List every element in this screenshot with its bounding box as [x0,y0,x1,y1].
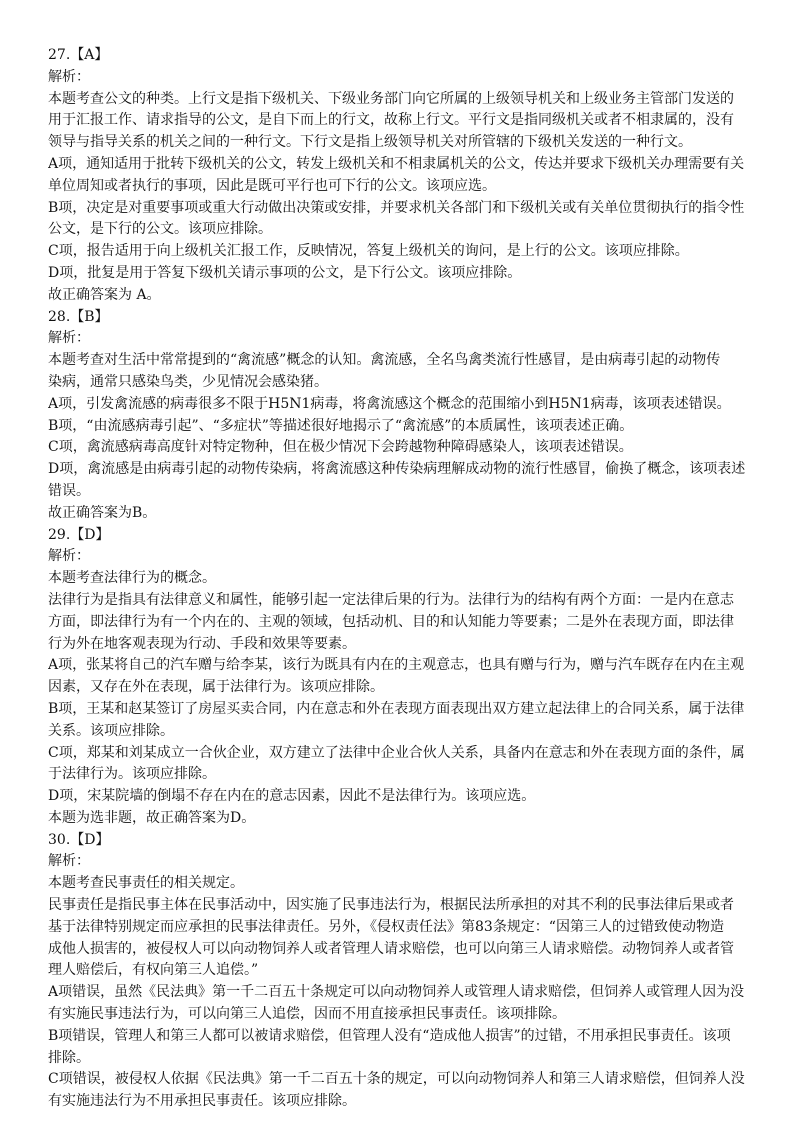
text-line: 单位周知或者执行的事项，因此是既可平行也可下行的公文。该项应选。 [48,177,496,194]
text-line: A项，通知适用于批转下级机关的公文，转发上级机关和不相隶属机关的公文，传达并要求下级机关办理需要有关 [48,155,745,172]
text-line: 理人赔偿后，有权向第三人追偿。” [48,962,259,979]
question-block [48,307,773,525]
text-line: B项错误，管理人和第三人都可以被请求赔偿，但管理人没有“造成他人损害”的过错，不用承担民事责任。该项 [48,1027,731,1044]
text-line: 染病，通常只感染鸟类，少见情况会感染猪。 [48,373,328,390]
text-line: 民事责任是指民事主体在民事活动中，因实施了民事违法行为，根据民法所承担的对其不利的民事法律后果或者 [48,897,734,914]
text-line: 解析： [48,330,90,347]
text-line: 解析： [48,853,90,870]
question-answer-heading: 30.【D】 [48,831,110,848]
question-block [48,45,773,307]
text-line: 解析： [48,548,90,565]
question-answer-heading: 27.【A】 [48,47,109,63]
text-line: B项，“由流感病毒引起”、“多症状”等描述很好地揭示了“禽流感”的本质属性，该项表述正确。 [48,417,634,434]
text-line: D项，宋某院墙的倒塌不存在内在的意志因素，因此不是法律行为。该项应选。 [48,788,536,805]
text-line: A项错误，虽然《民法典》第一千二百五十条规定可以向动物饲养人或管理人请求赔偿，但饲养人或管理人因为没 [48,984,745,1001]
text-line: C项，郑某和刘某成立一合伙企业，双方建立了法律中企业合伙人关系，具备内在意志和外在表现方面的条件，属 [48,744,745,761]
text-line: 成他人损害的，被侵权人可以向动物饲养人或者管理人请求赔偿，也可以向第三人请求赔偿。动物饲养人或者管 [48,940,734,957]
text-line: A项，张某将自己的汽车赠与给李某，该行为既具有内在的主观意志，也具有赠与行为，赠与汽车既存在内在主观 [48,657,745,674]
text-line: B项，王某和赵某签订了房屋买卖合同，内在意志和外在表现方面表现出双方建立起法律上的合同关系，属于法律 [48,700,745,717]
text-line: C项，报告适用于向上级机关汇报工作，反映情况，答复上级机关的询问，是上行的公文。该项应排除。 [48,243,689,260]
text-line: 公文，是下行的公文。该项应排除。 [48,221,272,238]
text-line: 方面，即法律行为有一个内在的、主观的领域，包括动机、目的和认知能力等要素；二是外在表现方面，即法律 [48,613,734,630]
text-line: 用于汇报工作、请求指导的公文，是自下而上的行文，故称上行文。平行文是指同级机关或者不相隶属的，没有 [48,112,734,129]
text-line: 本题考查公文的种类。上行文是指下级机关、下级业务部门向它所属的上级领导机关和上级业务主管部门发送的 [48,90,734,107]
text-line: 法律行为是指具有法律意义和属性，能够引起一定法律后果的行为。法律行为的结构有两个方面：一是内在意志 [48,591,734,608]
text-line: C项，禽流感病毒高度针对特定物种，但在极少情况下会跨越物种障碍感染人，该项表述错误。 [48,439,633,456]
text-line: 故正确答案为 A。 [48,286,161,303]
text-line: A项，引发禽流感的病毒很多不限于H5N1病毒，将禽流感这个概念的范围缩小到H5N1病毒，该项表述错误。 [48,395,731,412]
text-line: 错误。 [48,482,90,499]
text-line: 领导与指导关系的机关之间的一种行文。下行文是指上级领导机关对所管辖的下级机关发送的一种行文。 [48,134,692,151]
text-line: 基于法律特别规定而应承担的民事法律责任。另外，《侵权责任法》第83条规定：“因第三人的过错致使动物造 [48,918,724,935]
text-line: 故正确答案为B。 [48,504,157,521]
text-line: 行为外在地客观表现为行动、手段和效果等要素。 [48,635,356,652]
text-line: D项，批复是用于答复下级机关请示事项的公文，是下行公文。该项应排除。 [48,264,522,281]
text-line: B项，决定是对重要事项或重大行动做出决策或安排，并要求机关各部门和下级机关或有关单位贯彻执行的指令性 [48,199,745,216]
text-line: 排除。 [48,1049,90,1066]
text-line: D项，禽流感是由病毒引起的动物传染病，将禽流感这种传染病理解成动物的流行性感冒，偷换了概念，该项表述 [48,461,746,478]
question-block [48,525,773,830]
question-answer-heading: 29.【D】 [48,526,110,543]
text-line: 有实施违法行为不用承担民事责任。该项应排除。 [48,1093,356,1110]
question-answer-heading: 28.【B】 [48,308,109,325]
answer-explanations [48,45,773,1113]
question-block [48,830,773,1113]
text-line: 本题考查法律行为的概念。 [48,570,216,587]
text-line: 于法律行为。该项应排除。 [48,766,216,783]
text-line: 本题考查对生活中常常提到的“禽流感”概念的认知。禽流感，全名鸟禽类流行性感冒，是由病毒引起的动物传 [48,352,721,369]
text-line: 解析： [48,68,90,85]
text-line: 关系。该项应排除。 [48,722,174,739]
text-line: 本题考查民事责任的相关规定。 [48,875,244,892]
text-line: 本题为选非题，故正确答案为D。 [48,809,256,826]
text-line: C项错误，被侵权人依据《民法典》第一千二百五十条的规定，可以向动物饲养人和第三人请求赔偿，但饲养人没 [48,1071,745,1088]
text-line: 有实施民事违法行为，可以向第三人追偿，因而不用直接承担民事责任。该项排除。 [48,1006,566,1023]
text-line: 因素，又存在外在表现，属于法律行为。该项应排除。 [48,679,384,696]
